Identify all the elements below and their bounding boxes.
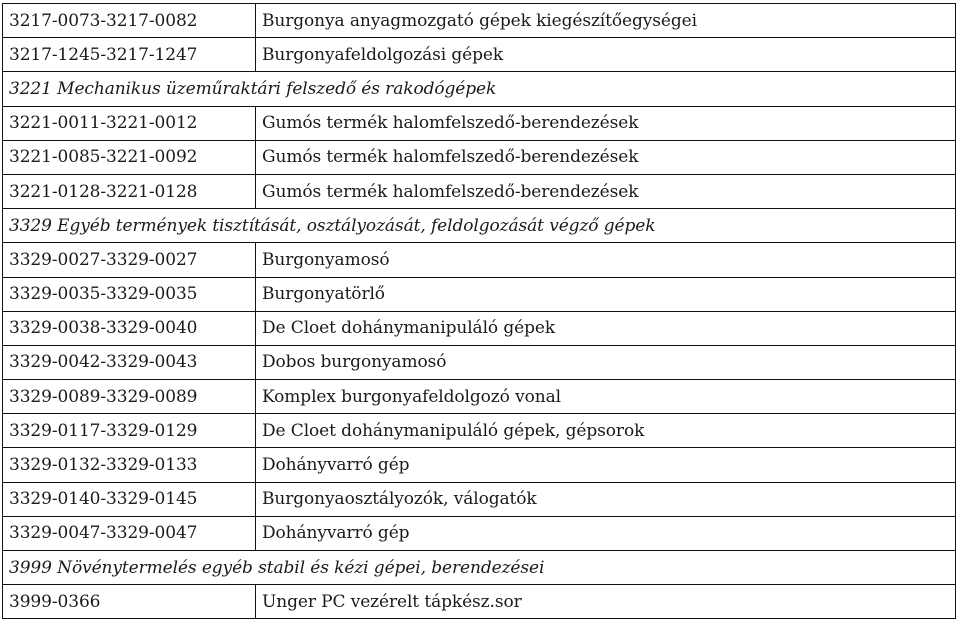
code-cell: 3217-0073-3217-0082 bbox=[3, 4, 256, 38]
name-cell: Dobos burgonyamosó bbox=[256, 345, 956, 379]
code-cell: 3221-0128-3221-0128 bbox=[3, 174, 256, 208]
name-cell: Gumós termék halomfelszedő-berendezések bbox=[256, 106, 956, 140]
table-row bbox=[3, 38, 956, 72]
name-cell: Burgonyaosztályozók, válogatók bbox=[256, 482, 956, 516]
name-cell: Burgonyatörlő bbox=[256, 277, 956, 311]
code-cell: 3217-1245-3217-1247 bbox=[3, 38, 256, 72]
section-heading: 3221 Mechanikus üzeműraktári felszedő és rakodógépek bbox=[3, 72, 956, 106]
name-cell: Dohányvarró gép bbox=[256, 516, 956, 550]
code-cell: 3329-0089-3329-0089 bbox=[3, 380, 256, 414]
name-cell: De Cloet dohánymanipuláló gépek, gépsorok bbox=[256, 414, 956, 448]
table-row bbox=[3, 414, 956, 448]
table-row bbox=[3, 585, 956, 619]
name-cell: Unger PC vezérelt tápkész.sor bbox=[256, 585, 956, 619]
section-heading: 3999 Növénytermelés egyéb stabil és kézi gépei, berendezései bbox=[3, 551, 956, 585]
section-heading: 3329 Egyéb termények tisztítását, osztályozását, feldolgozását végző gépek bbox=[3, 209, 956, 243]
code-cell: 3999-0366 bbox=[3, 585, 256, 619]
code-cell: 3329-0047-3329-0047 bbox=[3, 516, 256, 550]
table-row bbox=[3, 174, 956, 208]
code-cell: 3329-0117-3329-0129 bbox=[3, 414, 256, 448]
name-cell: Gumós termék halomfelszedő-berendezések bbox=[256, 140, 956, 174]
name-cell: Burgonya anyagmozgató gépek kiegészítőegységei bbox=[256, 4, 956, 38]
section-heading-row bbox=[3, 209, 956, 243]
table-row bbox=[3, 243, 956, 277]
code-cell: 3329-0027-3329-0027 bbox=[3, 243, 256, 277]
table-row bbox=[3, 106, 956, 140]
table-row bbox=[3, 448, 956, 482]
name-cell: De Cloet dohánymanipuláló gépek bbox=[256, 311, 956, 345]
code-cell: 3221-0011-3221-0012 bbox=[3, 106, 256, 140]
code-cell: 3329-0140-3329-0145 bbox=[3, 482, 256, 516]
name-cell: Burgonyamosó bbox=[256, 243, 956, 277]
section-heading-row bbox=[3, 551, 956, 585]
machine-code-table bbox=[2, 3, 956, 619]
code-cell: 3221-0085-3221-0092 bbox=[3, 140, 256, 174]
name-cell: Burgonyafeldolgozási gépek bbox=[256, 38, 956, 72]
table-row bbox=[3, 277, 956, 311]
code-cell: 3329-0035-3329-0035 bbox=[3, 277, 256, 311]
table-row bbox=[3, 380, 956, 414]
name-cell: Komplex burgonyafeldolgozó vonal bbox=[256, 380, 956, 414]
name-cell: Gumós termék halomfelszedő-berendezések bbox=[256, 174, 956, 208]
code-cell: 3329-0038-3329-0040 bbox=[3, 311, 256, 345]
table-row bbox=[3, 516, 956, 550]
table-row bbox=[3, 311, 956, 345]
table-row bbox=[3, 4, 956, 38]
name-cell: Dohányvarró gép bbox=[256, 448, 956, 482]
table-row bbox=[3, 345, 956, 379]
code-cell: 3329-0042-3329-0043 bbox=[3, 345, 256, 379]
table-row bbox=[3, 482, 956, 516]
code-cell: 3329-0132-3329-0133 bbox=[3, 448, 256, 482]
table-row bbox=[3, 140, 956, 174]
section-heading-row bbox=[3, 72, 956, 106]
